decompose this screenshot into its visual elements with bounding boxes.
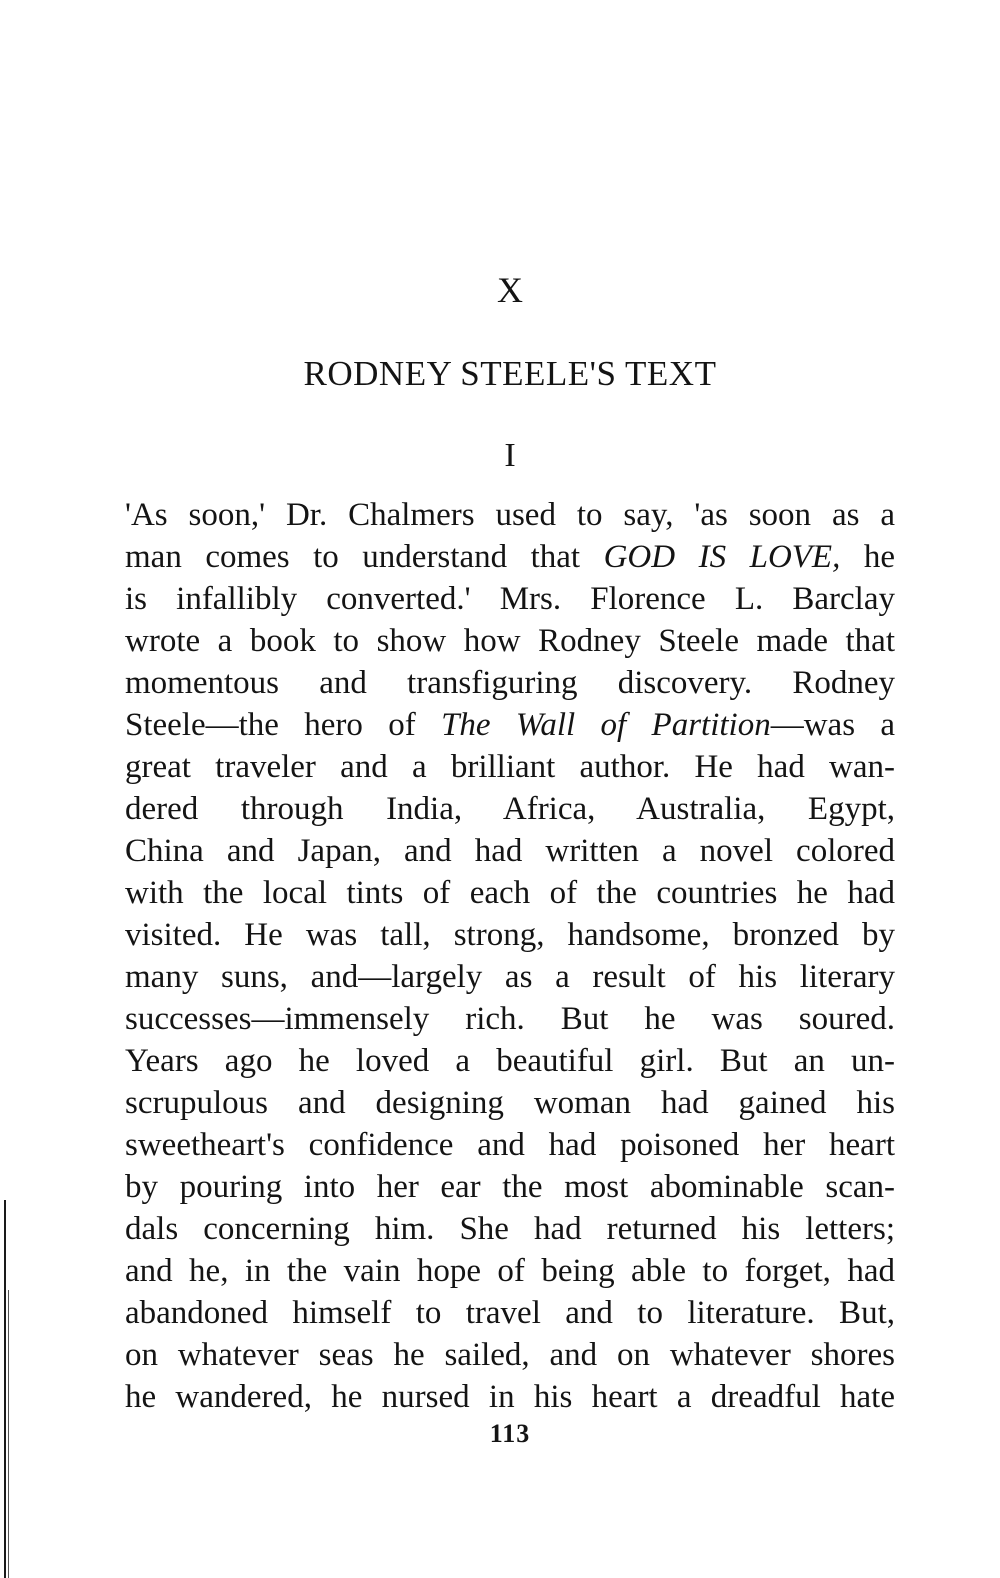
text-line: is infallibly converted.' Mrs. Florence L. Barclay <box>125 581 895 617</box>
text-line: by pouring into her ear the most abominable scan- <box>125 1169 895 1205</box>
text-line: Years ago he loved a beautiful girl. But an un- <box>125 1043 895 1079</box>
text-line: sweetheart's confidence and had poisoned her heart <box>125 1127 895 1163</box>
section-number: I <box>504 437 516 474</box>
scan-edge-line <box>4 1200 6 1578</box>
text-line: and he, in the vain hope of being able to forget, had <box>125 1253 895 1289</box>
text-line: visited. He was tall, strong, handsome, bronzed by <box>125 917 895 953</box>
text-line: wrote a book to show how Rodney Steele made that <box>125 623 895 659</box>
chapter-number: X <box>497 270 523 310</box>
text-line: great traveler and a brilliant author. He had wan- <box>125 749 895 785</box>
scan-edge-line <box>8 1290 9 1578</box>
emphasis: GOD IS LOVE, <box>603 539 841 575</box>
chapter-title: RODNEY STEELE'S TEXT <box>303 354 717 393</box>
page-number: 113 <box>489 1419 531 1448</box>
text-line: dals concerning him. She had returned his letters; <box>125 1211 895 1247</box>
body-text <box>125 494 895 1418</box>
book-title: The Wall of Partition <box>441 707 771 743</box>
text-line: he wandered, he nursed in his heart a dreadful hate <box>125 1379 895 1415</box>
text-line: man comes to understand that GOD IS LOVE, he <box>125 539 895 575</box>
text-line: successes—immensely rich. But he was soured. <box>125 1001 895 1037</box>
text-line: 'As soon,' Dr. Chalmers used to say, 'as soon as a <box>125 497 895 533</box>
text-line: Steele—the hero of The Wall of Partition—was a <box>125 707 896 743</box>
text-line: China and Japan, and had written a novel colored <box>125 833 895 869</box>
text-line: abandoned himself to travel and to literature. But, <box>125 1295 895 1331</box>
text-line: momentous and transfiguring discovery. Rodney <box>125 665 895 701</box>
text-line: with the local tints of each of the countries he had <box>125 875 895 911</box>
text-line: many suns, and—largely as a result of his literary <box>125 959 895 995</box>
text-line: scrupulous and designing woman had gained his <box>125 1085 895 1121</box>
text-line: dered through India, Africa, Australia, Egypt, <box>125 791 895 827</box>
text-line: on whatever seas he sailed, and on whatever shores <box>125 1337 895 1373</box>
